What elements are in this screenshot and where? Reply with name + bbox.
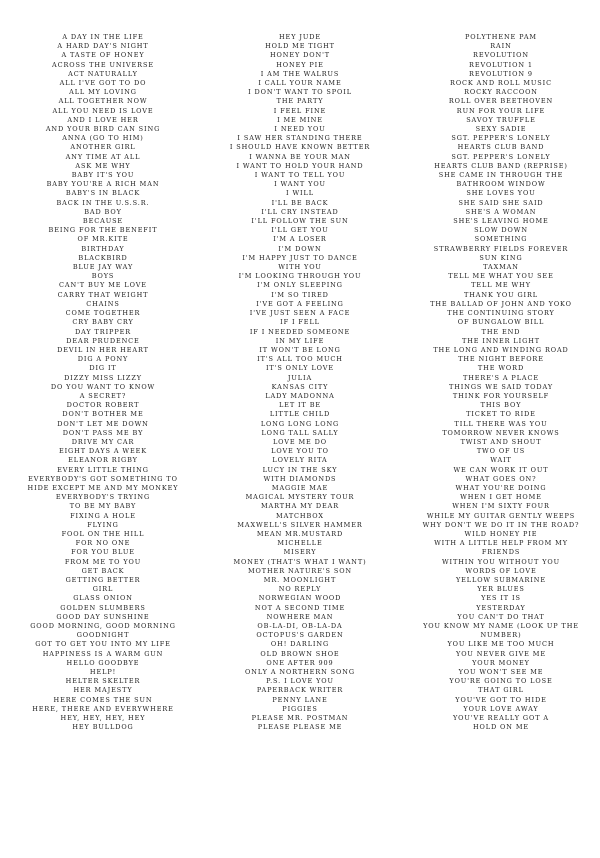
song-title-line: BECAUSE	[82, 217, 124, 226]
song-title-line: BLACKBIRD	[78, 253, 128, 262]
song-title-line: TAXMAN	[483, 263, 519, 272]
song-title-line: GIRL	[92, 585, 114, 594]
song-title-line: BATHROOM WINDOW	[456, 180, 546, 189]
song-title-line: THE WORD	[477, 364, 525, 373]
song-title-line: ALL MY LOVING	[69, 88, 137, 97]
song-title-line: PIGGIES	[282, 704, 318, 713]
song-title-line: REVOLUTION 1	[469, 60, 533, 69]
song-title-line: BEING FOR THE BENEFIT	[48, 226, 158, 235]
song-title-line: THE INNER LIGHT	[461, 336, 541, 345]
song-title-line: WORDS OF LOVE	[465, 566, 537, 575]
song-title-line: LET IT BE	[278, 401, 322, 410]
song-title-line: YOUR LOVE AWAY	[463, 704, 539, 713]
song-title-line: PAPERBACK WRITER	[256, 686, 344, 695]
song-title-line: DIZZY MISS LIZZY	[64, 373, 142, 382]
song-title-line: WITH DIAMONDS	[263, 474, 337, 483]
song-title-line: I'M DOWN	[278, 244, 322, 253]
song-title-line: A TASTE OF HONEY	[61, 51, 145, 60]
song-title-line: HONEY DON'T	[269, 51, 331, 60]
song-title-line: THINGS WE SAID TODAY	[448, 382, 554, 391]
song-list-sheet	[0, 33, 600, 732]
song-title-line: JULIA	[287, 373, 313, 382]
song-title-line: MEAN MR.MUSTARD	[256, 529, 344, 538]
song-title-line: SEXY SADIE	[475, 125, 527, 134]
song-title-line: MATCHBOX	[276, 511, 324, 520]
song-title-line: HELTER SKELTER	[65, 677, 141, 686]
song-title-line: OLD BROWN SHOE	[260, 649, 340, 658]
song-title-line: DRIVE MY CAR	[71, 437, 135, 446]
song-title-line: LITTLE CHILD	[269, 410, 331, 419]
song-title-line: I WILL	[286, 189, 314, 198]
song-title-line: I'VE GOT A FEELING	[256, 299, 344, 308]
song-title-line: WITH YOU	[278, 263, 322, 272]
song-title-line: MARTHA MY DEAR	[260, 502, 340, 511]
song-title-line: IT WON'T BE LONG	[259, 345, 341, 354]
song-title-line: FRIENDS	[481, 548, 521, 557]
song-title-line: TWO OF US	[476, 447, 526, 456]
song-title-line: I WANT YOU	[274, 180, 326, 189]
song-title-line: THE END	[481, 327, 521, 336]
song-title-line: ANOTHER GIRL	[70, 143, 136, 152]
song-title-line: WAIT	[490, 456, 512, 465]
song-title-line: YOUR MONEY	[472, 658, 530, 667]
song-title-line: CAN'T BUY ME LOVE	[59, 281, 147, 290]
song-title-line: TELL ME WHY	[471, 281, 531, 290]
song-title-line: DIG IT	[89, 364, 117, 373]
song-column-1	[6, 33, 200, 732]
song-title-line: GET BACK	[81, 566, 125, 575]
song-title-line: I'LL CRY INSTEAD	[261, 207, 339, 216]
song-title-line: CHAINS	[86, 299, 120, 308]
song-title-line: IN MY LIFE	[275, 336, 325, 345]
song-title-line: OCTOPUS'S GARDEN	[256, 631, 344, 640]
song-title-line: OF MR.KITE	[77, 235, 129, 244]
song-title-line: EVERYBODY'S TRYING	[55, 493, 151, 502]
song-title-line: SHE'S LEAVING HOME	[453, 217, 549, 226]
song-title-line: DEVIL IN HER HEART	[57, 345, 149, 354]
song-title-line: KANSAS CITY	[271, 382, 329, 391]
song-title-line: TWIST AND SHOUT	[460, 437, 542, 446]
song-title-line: THAT GIRL	[478, 686, 524, 695]
song-title-line: A HARD DAY'S NIGHT	[57, 42, 149, 51]
song-title-line: BOYS	[91, 272, 115, 281]
song-column-3	[404, 33, 598, 732]
song-title-line: PLEASE PLEASE ME	[257, 723, 343, 732]
song-title-line: ACROSS THE UNIVERSE	[52, 60, 154, 69]
song-title-line: I'M SO TIRED	[271, 290, 329, 299]
song-title-line: LONG LONG LONG	[260, 419, 340, 428]
song-title-line: RUN FOR YOUR LIFE	[456, 106, 546, 115]
song-title-line: I SAW HER STANDING THERE	[237, 134, 363, 143]
song-title-line: OB-LA-DI, OB-LA-DA	[257, 622, 343, 630]
song-title-line: PLEASE MR. POSTMAN	[251, 714, 349, 723]
song-title-line: HOLD ON ME	[472, 723, 530, 732]
song-title-line: STRAWBERRY FIELDS FOREVER	[433, 244, 569, 253]
song-title-line: ALL YOU NEED IS LOVE	[52, 106, 154, 115]
song-title-line: YER BLUES	[477, 585, 525, 594]
song-title-line: ONE AFTER 909	[266, 658, 334, 667]
song-title-line: GOODNIGHT	[76, 631, 130, 640]
song-title-line: HELP!	[89, 668, 117, 677]
song-title-line: HERE, THERE AND EVERYWHERE	[32, 704, 174, 713]
song-title-line: FLYING	[87, 520, 119, 529]
song-title-line: I ME MINE	[277, 115, 323, 124]
song-title-line: SOMETHING	[474, 235, 528, 244]
song-title-line: GOT TO GET YOU INTO MY LIFE	[35, 640, 171, 649]
song-title-line: I WANT TO TELL YOU	[254, 171, 346, 180]
song-title-line: WILD HONEY PIE	[464, 529, 538, 538]
song-title-line: I SHOULD HAVE KNOWN BETTER	[229, 143, 371, 152]
song-title-line: TOMORROW NEVER KNOWS	[442, 428, 560, 437]
song-title-line: EIGHT DAYS A WEEK	[58, 447, 148, 456]
song-title-line: TICKET TO RIDE	[466, 410, 536, 419]
song-title-line: BAD BOY	[84, 207, 122, 216]
song-title-line: THE LONG AND WINDING ROAD	[433, 345, 569, 354]
song-title-line: LUCY IN THE SKY	[262, 465, 338, 474]
song-title-line: SHE SAID SHE SAID	[458, 198, 544, 207]
song-title-line: IF I FELL	[280, 318, 320, 327]
song-title-line: WHY DON'T WE DO IT IN THE ROAD?	[422, 520, 580, 529]
song-title-line: SHE CAME IN THROUGH THE	[438, 171, 564, 180]
song-title-line: DOCTOR ROBERT	[66, 401, 140, 410]
song-title-line: REVOLUTION	[473, 51, 529, 60]
song-title-line: I'LL FOLLOW THE SUN	[251, 217, 349, 226]
song-title-line: FIXING A HOLE	[70, 511, 136, 520]
song-title-line: I'LL BE BACK	[271, 198, 329, 207]
song-title-line: DON'T BOTHER ME	[62, 410, 144, 419]
song-title-line: ROCK AND ROLL MUSIC	[450, 79, 552, 88]
song-title-line: WHEN I GET HOME	[460, 493, 542, 502]
song-title-line: MR. MOONLIGHT	[263, 575, 337, 584]
song-title-line: I'M HAPPY JUST TO DANCE	[242, 253, 358, 262]
song-title-line: NOT A SECOND TIME	[254, 603, 346, 612]
song-title-line: EVERY LITTLE THING	[57, 465, 149, 474]
song-title-line: I WANNA BE YOUR MAN	[249, 152, 351, 161]
song-title-line: BLUE JAY WAY	[72, 263, 134, 272]
song-title-line: I CALL YOUR NAME	[258, 79, 342, 88]
song-title-line: ALL I'VE GOT TO DO	[59, 79, 147, 88]
song-title-line: ALL TOGETHER NOW	[58, 97, 148, 106]
song-title-line: YOU CAN'T DO THAT	[457, 612, 545, 621]
song-title-line: LOVELY RITA	[272, 456, 328, 465]
song-title-line: THE PARTY	[276, 97, 324, 106]
song-title-line: NO REPLY	[278, 585, 322, 594]
song-title-line: OF BUNGALOW BILL	[457, 318, 545, 327]
song-title-line: IT'S ALL TOO MUCH	[257, 355, 343, 364]
song-title-line: HELLO GOODBYE	[66, 658, 140, 667]
song-title-line: FOR YOU BLUE	[71, 548, 135, 557]
song-title-line: EVERYBODY'S GOT SOMETHING TO	[28, 474, 178, 483]
song-title-line: THANK YOU GIRL	[463, 290, 539, 299]
song-title-line: TELL ME WHAT YOU SEE	[448, 272, 554, 281]
song-title-line: MONEY (THAT'S WHAT I WANT)	[233, 557, 367, 566]
song-title-line: P.S. I LOVE YOU	[266, 677, 334, 686]
song-title-line: ONLY A NORTHERN SONG	[245, 668, 355, 677]
song-title-line: I'M A LOSER	[273, 235, 327, 244]
song-title-line: I WANT TO HOLD YOUR HAND	[236, 161, 364, 170]
song-title-line: SAVOY TRUFFLE	[466, 115, 536, 124]
song-title-line: NORWEGIAN WOOD	[258, 594, 342, 603]
song-title-line: WE CAN WORK IT OUT	[453, 465, 549, 474]
song-title-line: THERE'S A PLACE	[462, 373, 540, 382]
song-title-line: MISERY	[283, 548, 317, 557]
song-title-line: GOOD MORNING, GOOD MORNING	[30, 622, 176, 630]
song-title-line: YOU'RE GOING TO LOSE	[449, 677, 553, 686]
song-title-line: HEY BULLDOG	[72, 723, 134, 732]
song-title-line: RAIN	[490, 42, 512, 51]
song-title-line: CARRY THAT WEIGHT	[57, 290, 149, 299]
song-title-line: HAPPINESS IS A WARM GUN	[42, 649, 164, 658]
song-title-line: I'M LOOKING THROUGH YOU	[238, 272, 362, 281]
song-title-line: FROM ME TO YOU	[64, 557, 142, 566]
song-title-line: YOU KNOW MY NAME (LOOK UP THE	[423, 622, 579, 630]
song-title-line: BABY'S IN BLACK	[65, 189, 141, 198]
song-title-line: DAY TRIPPER	[74, 327, 132, 336]
song-title-line: GLASS ONION	[73, 594, 133, 603]
song-title-line: POLYTHENE PAM	[465, 33, 537, 41]
song-title-line: LONG TALL SALLY	[261, 428, 339, 437]
song-title-line: HIDE EXCEPT ME AND MY MONKEY	[27, 483, 179, 492]
song-title-line: YOU'VE GOT TO HIDE	[455, 695, 547, 704]
song-title-line: HER MAJESTY	[73, 686, 133, 695]
song-title-line: REVOLUTION 9	[469, 69, 533, 78]
song-title-line: SGT. PEPPER'S LONELY	[451, 134, 551, 143]
song-title-line: YESTERDAY	[476, 603, 526, 612]
song-title-line: I'VE JUST SEEN A FACE	[249, 309, 351, 318]
song-title-line: IF I NEEDED SOMEONE	[249, 327, 351, 336]
song-title-line: THE BALLAD OF JOHN AND YOKO	[430, 299, 572, 308]
song-title-line: HEARTS CLUB BAND	[457, 143, 545, 152]
song-title-line: MAXWELL'S SILVER HAMMER	[237, 520, 363, 529]
song-column-2	[202, 33, 398, 732]
song-title-line: MICHELLE	[277, 539, 323, 548]
song-title-line: WHILE MY GUITAR GENTLY WEEPS	[426, 511, 576, 520]
song-title-line: SGT. PEPPER'S LONELY	[451, 152, 551, 161]
song-title-line: ROCKY RACCOON	[464, 88, 538, 97]
song-title-line: DEAR PRUDENCE	[66, 336, 140, 345]
song-title-line: ANNA (GO TO HIM)	[62, 134, 144, 143]
song-title-line: BACK IN THE U.S.S.R.	[56, 198, 150, 207]
song-title-line: DIG A PONY	[77, 355, 129, 364]
song-title-line: YOU WON'T SEE ME	[458, 668, 544, 677]
song-title-line: WHEN I'M SIXTY FOUR	[452, 502, 550, 511]
song-title-line: MAGGIE MAE	[271, 483, 329, 492]
song-title-line: LOVE YOU TO	[271, 447, 329, 456]
song-title-line: ACT NATURALLY	[68, 69, 138, 78]
song-title-line: MAGICAL MYSTERY TOUR	[245, 493, 355, 502]
song-title-line: WITH A LITTLE HELP FROM MY	[434, 539, 568, 548]
song-title-line: I DON'T WANT TO SPOIL	[248, 88, 352, 97]
song-title-line: GETTING BETTER	[65, 575, 141, 584]
song-title-line: SLOW DOWN	[474, 226, 528, 235]
song-title-line: YES IT IS	[481, 594, 521, 603]
song-title-line: FOR NO ONE	[75, 539, 131, 548]
song-title-line: SUN KING	[479, 253, 523, 262]
song-title-line: FOOL ON THE HILL	[61, 529, 145, 538]
song-title-line: LOVE ME DO	[272, 437, 328, 446]
song-title-line: NUMBER)	[480, 631, 522, 640]
song-title-line: DON'T PASS ME BY	[62, 428, 144, 437]
song-title-line: I FEEL FINE	[273, 106, 327, 115]
song-title-line: TILL THERE WAS YOU	[454, 419, 548, 428]
song-title-line: DON'T LET ME DOWN	[57, 419, 149, 428]
song-title-line: HONEY PIE	[276, 60, 324, 69]
song-title-line: A DAY IN THE LIFE	[62, 33, 144, 41]
song-title-line: AND I LOVE HER	[67, 115, 139, 124]
song-title-line: I'M ONLY SLEEPING	[257, 281, 343, 290]
song-title-line: GOOD DAY SUNSHINE	[56, 612, 150, 621]
song-title-line: BIRTHDAY	[81, 244, 125, 253]
song-title-line: MOTHER NATURE'S SON	[247, 566, 353, 575]
song-title-line: HEY, HEY, HEY, HEY	[60, 714, 146, 723]
song-title-line: SHE'S A WOMAN	[465, 207, 537, 216]
song-title-line: ANY TIME AT ALL	[65, 152, 141, 161]
song-title-line: COME TOGETHER	[65, 309, 141, 318]
song-title-line: PENNY LANE	[272, 695, 328, 704]
song-title-line: HOLD ME TIGHT	[265, 42, 335, 51]
song-title-line: ROLL OVER BEETHOVEN	[448, 97, 554, 106]
song-title-line: THINK FOR YOURSELF	[452, 391, 550, 400]
song-title-line: I AM THE WALRUS	[260, 69, 340, 78]
song-title-line: YOU LIKE ME TOO MUCH	[447, 640, 555, 649]
song-title-line: BABY YOU'RE A RICH MAN	[46, 180, 160, 189]
song-title-line: WHAT GOES ON?	[465, 474, 537, 483]
song-title-line: A SECRET?	[79, 391, 127, 400]
song-title-line: I'LL GET YOU	[271, 226, 329, 235]
song-title-line: YELLOW SUBMARINE	[455, 575, 547, 584]
song-title-line: AND YOUR BIRD CAN SING	[45, 125, 161, 134]
song-title-line: ASK ME WHY	[75, 161, 131, 170]
song-title-line: HERE COMES THE SUN	[53, 695, 153, 704]
song-title-line: HEY JUDE	[278, 33, 321, 41]
song-title-line: WHAT YOU'RE DOING	[455, 483, 547, 492]
song-title-line: THIS BOY	[480, 401, 522, 410]
song-title-line: YOU NEVER GIVE ME	[456, 649, 546, 658]
song-title-line: I NEED YOU	[274, 125, 326, 134]
song-title-line: GOLDEN SLUMBERS	[60, 603, 146, 612]
song-title-line: THE NIGHT BEFORE	[458, 355, 544, 364]
song-title-line: BABY IT'S YOU	[71, 171, 135, 180]
song-title-line: ELEANOR RIGBY	[68, 456, 138, 465]
song-title-line: CRY BABY CRY	[72, 318, 134, 327]
song-title-line: IT'S ONLY LOVE	[265, 364, 335, 373]
song-title-line: DO YOU WANT TO KNOW	[50, 382, 156, 391]
song-title-line: LADY MADONNA	[265, 391, 335, 400]
song-title-line: TO BE MY BABY	[69, 502, 137, 511]
song-title-line: THE CONTINUING STORY	[447, 309, 555, 318]
song-title-line: OH! DARLING	[270, 640, 330, 649]
song-title-line: SHE LOVES YOU	[466, 189, 536, 198]
song-title-line: NOWHERE MAN	[266, 612, 334, 621]
song-title-line: HEARTS CLUB BAND (REPRISE)	[434, 161, 568, 170]
song-title-line: WITHIN YOU WITHOUT YOU	[441, 557, 561, 566]
song-title-line: YOU'VE REALLY GOT A	[452, 714, 549, 723]
